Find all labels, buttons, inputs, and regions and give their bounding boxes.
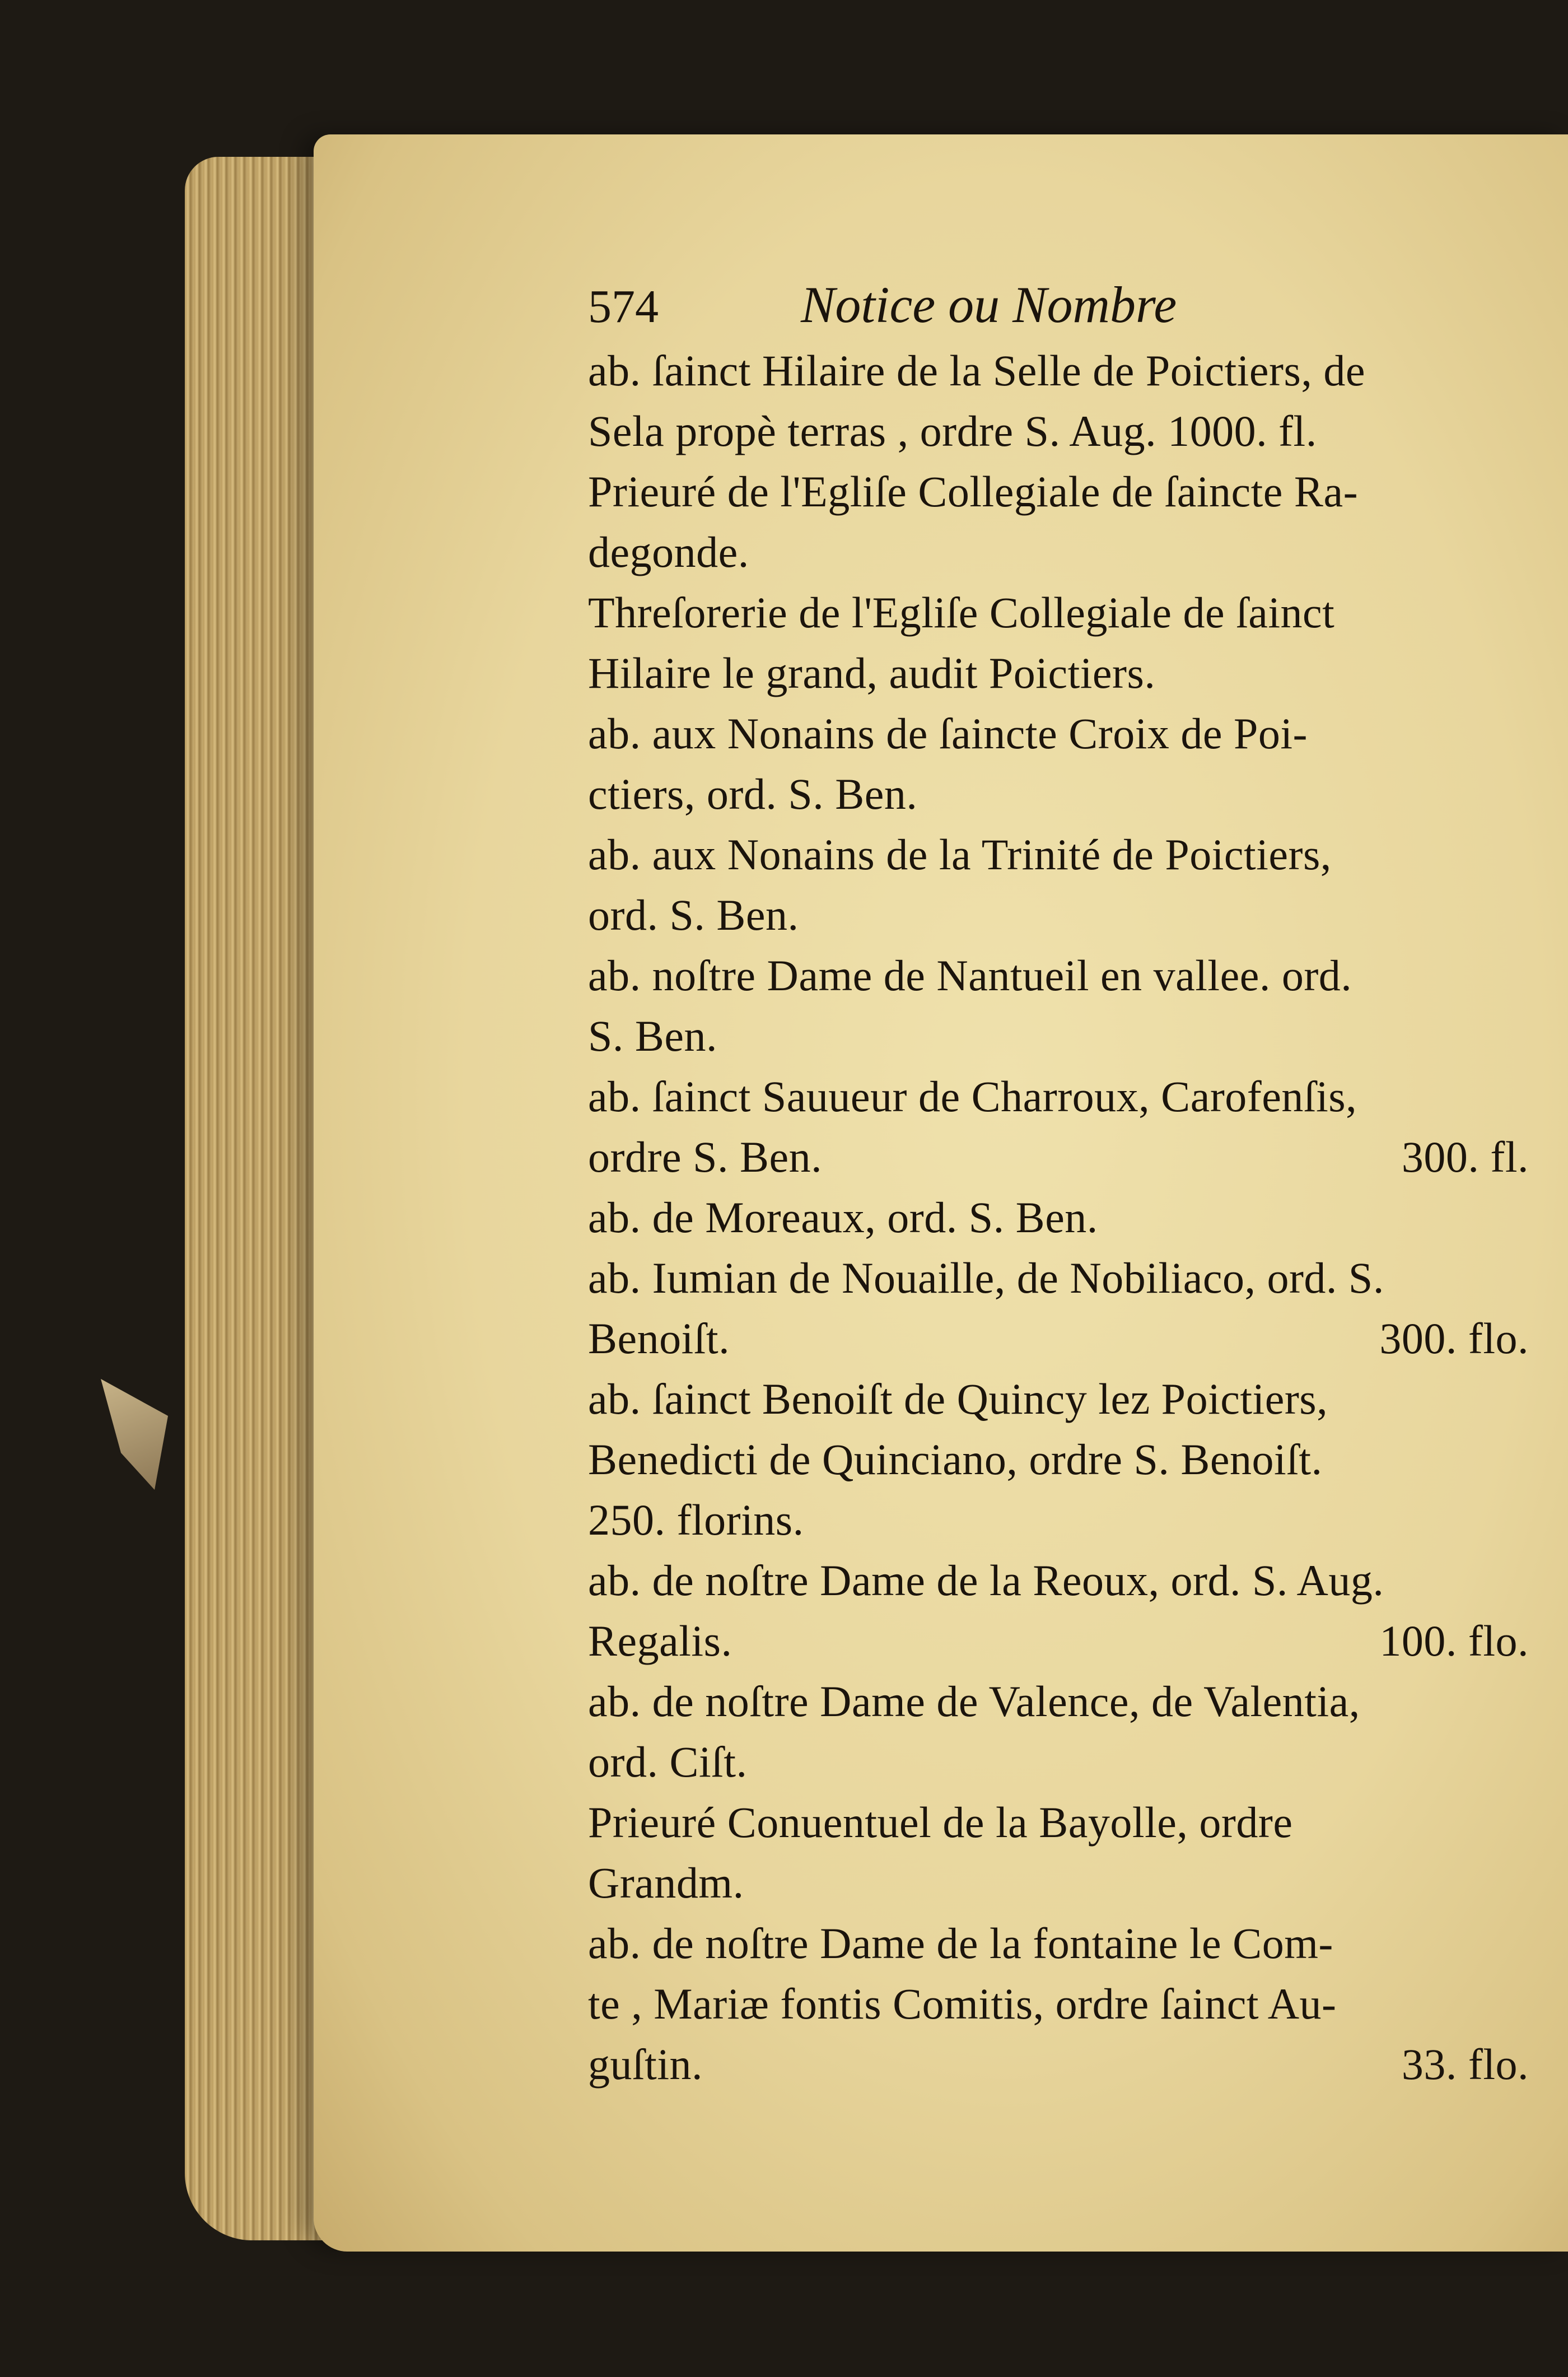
entry: [588, 1248, 1529, 1369]
entry-line: ab. de noſtre Dame de Valence, de Valentia,: [588, 1677, 1360, 1726]
entry: [588, 945, 1529, 1066]
entry-line: Regalis. 100. flo.: [627, 1611, 1529, 1671]
entry-line: ab. Iumian de Nouaille, de Nobiliaco, ord. S.: [588, 1253, 1384, 1302]
page-number: 574: [588, 281, 659, 333]
entry: [588, 824, 1529, 945]
page-text: [588, 274, 1529, 2095]
entry: [588, 1792, 1529, 1913]
entry-line: Benedicti de Quinciano, ordre S. Benoiſt.: [588, 1435, 1323, 1484]
entry: [588, 341, 1529, 462]
entry: [588, 1187, 1529, 1248]
entry: [588, 1369, 1529, 1550]
entry-line: 250. florins.: [588, 1495, 804, 1544]
entry-line: ordre S. Ben. 300. fl.: [627, 1127, 1529, 1187]
entry-line: Sela propè terras , ordre S. Aug. 1000. fl.: [588, 407, 1317, 455]
entry-line: ord. S. Ben.: [588, 891, 799, 939]
entry-amount: 33. flo.: [1401, 2040, 1529, 2089]
entry-line: ab. ſainct Benoiſt de Quincy lez Poictiers,: [588, 1374, 1328, 1423]
entry-line: ab. ſainct Hilaire de la Selle de Poictiers, de: [588, 346, 1366, 395]
entry: [588, 582, 1529, 703]
entry: [588, 462, 1529, 582]
entry-line: ab. de Moreaux, ord. S. Ben.: [588, 1193, 1098, 1242]
entry: [588, 1913, 1529, 2095]
entry-line: ctiers, ord. S. Ben.: [588, 770, 918, 818]
entry-line: te , Mariæ fontis Comitis, ordre ſainct Au-: [588, 1979, 1337, 2028]
entry: [588, 1671, 1529, 1792]
entry: [588, 1550, 1529, 1671]
entry-line: Hilaire le grand, audit Poictiers.: [588, 649, 1156, 697]
entry-amount: 300. flo.: [1379, 1314, 1529, 1363]
entry-line: ab. de noſtre Dame de la Reoux, ord. S. Aug.: [588, 1556, 1384, 1605]
entry: [588, 703, 1529, 824]
entry-line: Benoiſt. 300. flo.: [627, 1308, 1529, 1369]
entry-line: ab. ſainct Sauueur de Charroux, Carofenſis,: [588, 1072, 1357, 1121]
entry-line: S. Ben.: [588, 1012, 718, 1060]
entry-line: Prieuré Conuentuel de la Bayolle, ordre: [588, 1798, 1293, 1847]
entry-amount: 100. flo.: [1379, 1616, 1529, 1665]
entry-line: ab. de noſtre Dame de la fontaine le Com-: [588, 1919, 1333, 1968]
entry-line: guſtin. 33. flo.: [627, 2034, 1529, 2095]
entry-line: ord. Ciſt.: [588, 1737, 748, 1786]
entry-list: [588, 341, 1529, 2095]
entry-amount: 300. fl.: [1401, 1132, 1529, 1181]
entry-line: Prieuré de l'Egliſe Collegiale de ſaincte Ra-: [588, 467, 1359, 516]
entry-line: Grandm.: [588, 1858, 744, 1907]
entry-line: degonde.: [588, 528, 749, 576]
entry: [588, 1066, 1529, 1187]
entry-line: Threſorerie de l'Egliſe Collegiale de ſainct: [588, 588, 1335, 637]
entry-line: ab. aux Nonains de la Trinité de Poictiers,: [588, 830, 1332, 879]
running-title: Notice ou Nombre: [801, 276, 1177, 333]
entry-line: ab. aux Nonains de ſaincte Croix de Poi-: [588, 709, 1308, 758]
page-header: [588, 274, 1529, 341]
bookmark-scrap: [101, 1367, 168, 1490]
entry-line: ab. noſtre Dame de Nantueil en vallee. ord.: [588, 951, 1352, 1000]
